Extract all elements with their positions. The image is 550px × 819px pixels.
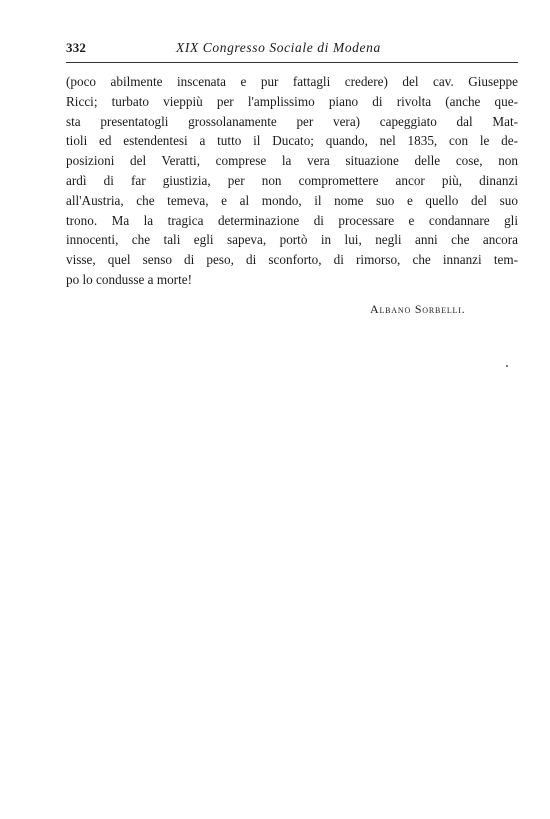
text-line: visse, quel senso di peso, di sconforto, di rimorso, che innanzi tem- [66, 252, 518, 268]
text-line: all'Austria, che temeva, e al mondo, il nome suo e quello del suo [66, 192, 518, 208]
text-line: Ricci; turbato vieppiù per l'amplissimo piano di rivolta (anche que- [66, 93, 518, 109]
text-line: trono. Ma la tragica determinazione di processare e condannare gli [66, 212, 518, 228]
print-speck [506, 365, 508, 367]
header-rule [66, 62, 518, 63]
page-number: 332 [66, 40, 87, 55]
text-line: (poco abilmente inscenata e pur fattagli credere) del cav. Giuseppe [66, 74, 518, 89]
author-signature: Albano Sorbelli. [370, 302, 466, 316]
text-line: ardì di far giustizia, per non compromettere ancor più, dinanzi [66, 172, 518, 188]
text-line: sta presentatogli grossolanamente per vera) capeggiato dal Mat- [66, 113, 518, 129]
body-paragraph [66, 72, 518, 290]
text-line: innocenti, che tali egli sapeva, portò in lui, negli anni che ancora [66, 232, 518, 248]
text-line: po lo condusse a morte! [66, 271, 192, 287]
running-head [66, 40, 518, 60]
running-title: XIX Congresso Sociale di Modena [176, 40, 381, 55]
text-line: tioli ed estendentesi a tutto il Ducato; quando, nel 1835, con le de- [66, 133, 518, 149]
text-line: posizioni del Veratti, comprese la vera situazione delle cose, non [66, 153, 518, 169]
